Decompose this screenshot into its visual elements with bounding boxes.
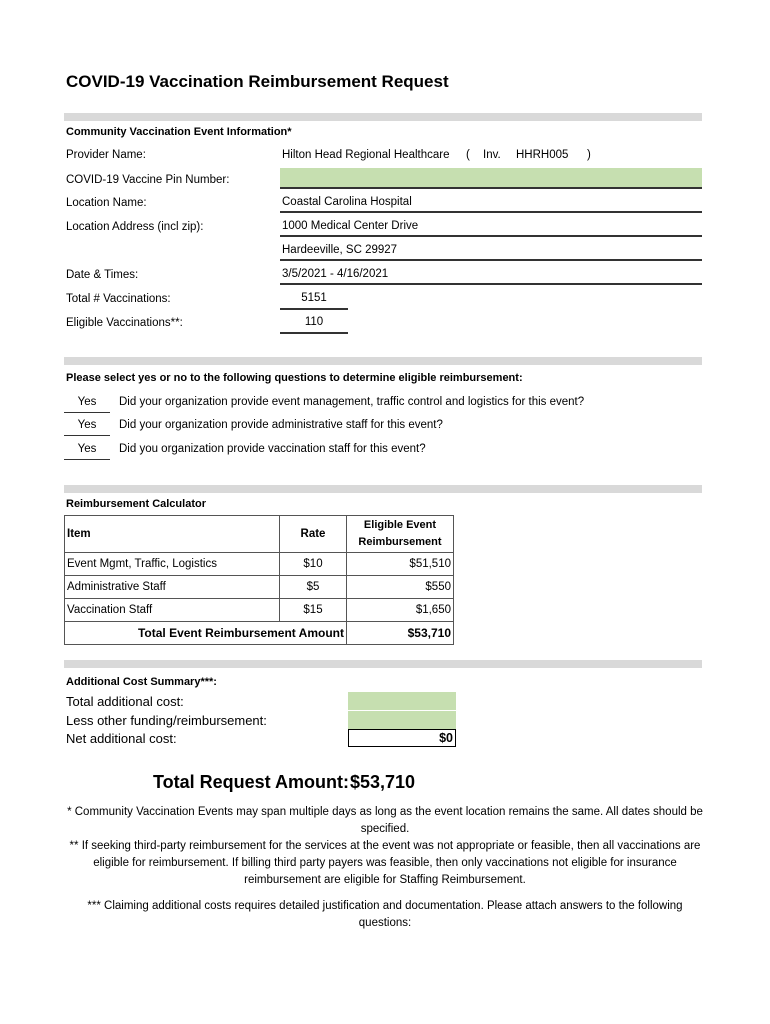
table-row	[65, 599, 454, 622]
row-amount: $51,510	[347, 553, 454, 576]
page-title: COVID-19 Vaccination Reimbursement Request	[66, 72, 449, 91]
additional-total-input[interactable]	[348, 692, 456, 710]
footnote-2: ** If seeking third-party reimbursement for the services at the event was not appropriate or feasible, then all vaccinations are eligible for reimbursement. If billing third party payers was feasible, then only vaccinations not eligible for insurance reimbursement are eligible for Staffing Reimbursement.	[69, 840, 701, 886]
pin-input[interactable]	[280, 168, 702, 189]
total-reimbursement-value: $53,710	[347, 622, 454, 645]
question-3: Did you organization provide vaccination staff for this event?	[119, 443, 426, 455]
section-divider	[64, 357, 702, 365]
event-info-heading: Community Vaccination Event Information*	[66, 126, 292, 138]
table-header-row	[65, 516, 454, 553]
additional-less-label: Less other funding/reimbursement:	[66, 713, 267, 728]
provider-inv-open: (	[466, 149, 470, 161]
col-eligible-line2: Reimbursement	[358, 536, 442, 548]
total-request-value: $53,710	[350, 772, 416, 792]
table-row	[65, 576, 454, 599]
answer-select-3[interactable]: Yes	[64, 439, 110, 460]
eligible-vacc-input[interactable]: 110	[280, 312, 348, 334]
total-vacc-label: Total # Vaccinations:	[66, 293, 171, 305]
row-rate: $10	[280, 553, 347, 576]
reimbursement-table	[64, 515, 454, 645]
col-eligible-line1: Eligible Event	[363, 519, 437, 531]
provider-inv-close: )	[587, 149, 591, 161]
additional-less-input[interactable]	[348, 711, 456, 729]
location-input[interactable]: Coastal Carolina Hospital	[280, 192, 702, 213]
question-2: Did your organization provide administrative staff for this event?	[119, 419, 443, 431]
footnote-1: * Community Vaccination Events may span multiple days as long as the event location remains the same. All dates should be specified.	[67, 806, 703, 835]
table-row	[65, 553, 454, 576]
answer-select-2[interactable]: Yes	[64, 415, 110, 436]
col-eligible-header	[347, 516, 454, 553]
total-vacc-input[interactable]: 5151	[280, 288, 348, 310]
answer-select-1[interactable]: Yes	[64, 392, 110, 413]
dates-label: Date & Times:	[66, 269, 139, 281]
additional-net-label: Net additional cost:	[66, 731, 177, 746]
row-item: Event Mgmt, Traffic, Logistics	[65, 553, 280, 576]
row-item: Vaccination Staff	[65, 599, 280, 622]
address-line2-input[interactable]: Hardeeville, SC 29927	[280, 240, 702, 261]
eligible-vacc-label: Eligible Vaccinations**:	[66, 317, 183, 329]
address-label: Location Address (incl zip):	[66, 221, 204, 233]
total-request-label: Total Request Amount:	[153, 772, 349, 792]
pin-label: COVID-19 Vaccine Pin Number:	[66, 174, 230, 186]
additional-heading: Additional Cost Summary***:	[66, 676, 217, 688]
row-item: Administrative Staff	[65, 576, 280, 599]
section-divider	[64, 113, 702, 121]
provider-value: Hilton Head Regional Healthcare	[282, 149, 450, 161]
footnote-3: *** Claiming additional costs requires detailed justification and documentation. Please attach answers to the following questions:	[87, 900, 683, 929]
section-divider	[64, 485, 702, 493]
provider-label: Provider Name:	[66, 149, 146, 161]
row-amount: $550	[347, 576, 454, 599]
row-amount: $1,650	[347, 599, 454, 622]
location-label: Location Name:	[66, 197, 147, 209]
calculator-heading: Reimbursement Calculator	[66, 498, 206, 510]
total-reimbursement-label: Total Event Reimbursement Amount	[65, 622, 347, 645]
address-line1-input[interactable]: 1000 Medical Center Drive	[280, 216, 702, 237]
question-1: Did your organization provide event management, traffic control and logistics for this event?	[119, 396, 585, 408]
questions-heading: Please select yes or no to the following questions to determine eligible reimbursement:	[66, 372, 523, 384]
dates-input[interactable]: 3/5/2021 - 4/16/2021	[280, 264, 702, 285]
table-total-row	[65, 622, 454, 645]
section-divider	[64, 660, 702, 668]
provider-inv-value: HHRH005	[516, 149, 569, 161]
col-rate-header: Rate	[280, 516, 347, 553]
provider-inv-label: Inv.	[483, 149, 501, 161]
col-item-header: Item	[65, 516, 280, 553]
row-rate: $5	[280, 576, 347, 599]
row-rate: $15	[280, 599, 347, 622]
additional-net-value: $0	[348, 729, 456, 747]
additional-total-label: Total additional cost:	[66, 694, 184, 709]
